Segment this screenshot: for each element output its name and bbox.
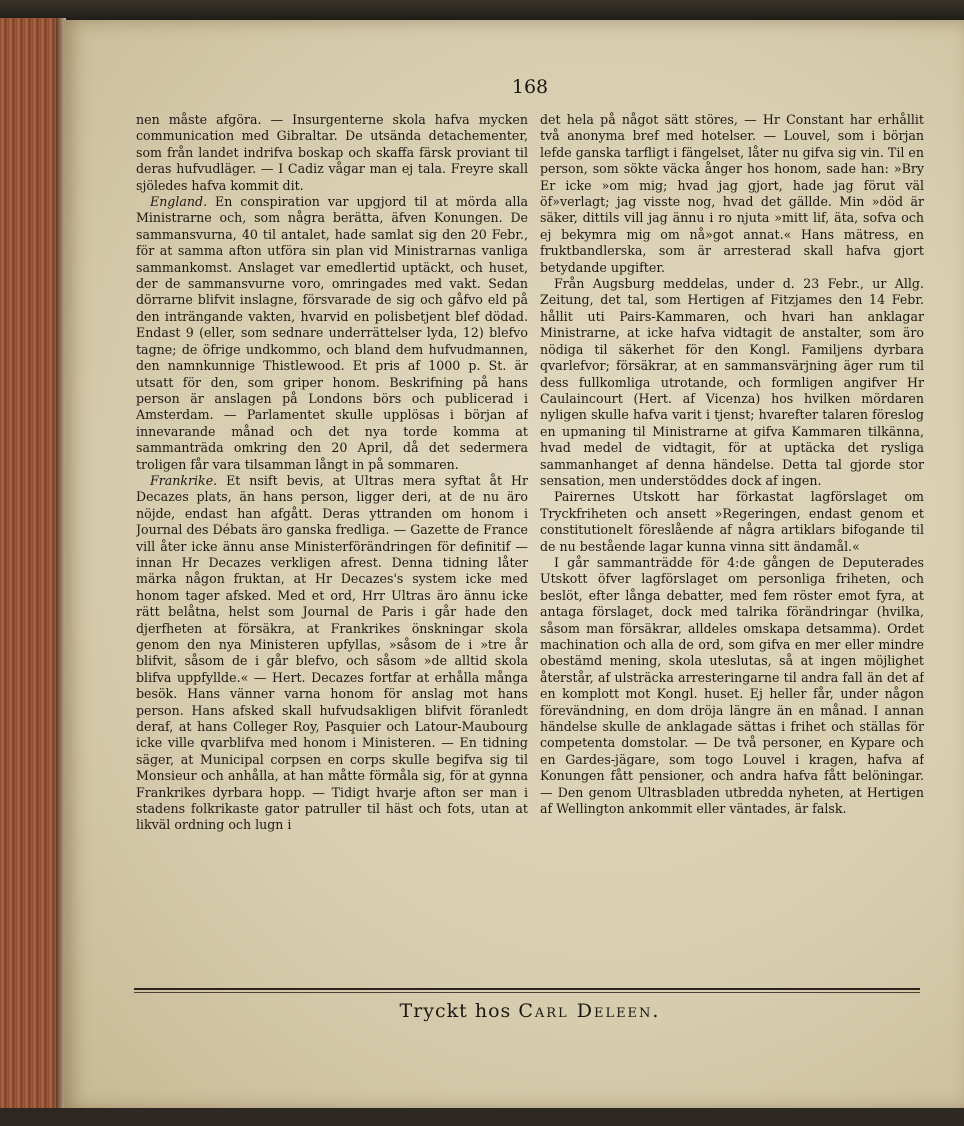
page-number: 168: [511, 76, 549, 98]
section-heading-frankrike: Frankrike.: [150, 472, 218, 488]
paragraph-deputerade: I går sammanträdde för 4:de gången de Deputerades Utskott öfver lagförslaget om personliga friheten, och beslöt, efter långa debatter, med fem röster emot fyra, at antaga förslaget, dock med talrika förändringar (hvilka, såsom man försäkrar, alldeles omskapa detsamma). Ordet machination och alla de ord, som gifva en mer eller mindre obestämd mening, skola uteslutas, så at ingen möjlighet återstår, af ulsträcka arresteringarne til andra fall än det af en komplott mot Kongl. huset. Ej heller får, under någon förevändning, en dom dröja längre än en månad. I annan händelse skulle de anklagade sättas i frihet och ställas för competenta domstolar. — De två personer, en Kypare och en Gardes-jägare, som togo Louvel i kragen, hafva af Konungen fått pensioner, och andra hafva fått belöningar. — Den genom Ultrasbladen utbredda nyheten, at Hertigen af Wellington ankommit eller väntades, är falsk.: [540, 554, 924, 817]
footer-rule: [134, 988, 920, 990]
printer-name: Carl Deleen.: [518, 1000, 661, 1022]
paragraph-louvel: det hela på något sätt störes, — Hr Constant har erhållit två anonyma bref med hotelser. — Louvel, som i början lefde ganska tarfligt i fängelset, låter nu gifva sig vin. Til en person, som sökte väcka ånger hos honom, sade han: »Bry Er icke »om mig; hvad jag gjort, hade jag förut väl öf»verlagt; jag visste nog, hvad det gällde. Min »död är säker, dittils vill jag ännu i ro njuta »mitt lif, äta, sofva och ej bekymra mig om nå»got annat.« Hans mätress, en fruktbandlerska, som är arresterad skall hafva gjort betydande upgifter.: [540, 112, 924, 275]
book-top-edge: [0, 0, 964, 22]
paragraph-pairs-utskott: Pairernes Utskott har förkastat lagförslaget om Tryckfriheten och ansett »Regeringen, endast genom et constitutionelt föreslående af några artiklars bifogande til de nu bestående lagar kunna vinna sitt ändamål.«: [540, 489, 924, 554]
right-column: [540, 112, 924, 972]
paragraph-england: England. En conspiration var upgjord til at mörda alla Ministrarne och, som några berätta, äfven Konungen. De sammansvurna, 40 til antalet, hade samlat sig den 20 Febr., för at samma afton utföra sin plan vid Ministrarnas vanliga sammankomst. Anslaget var emedlertid uptäckt, och huset, der de sammansvurne voro, omringades med vakt. Sedan dörrarne blifvit inslagne, försvarade de sig och gåfvo eld på den inträngande vakten, hvarvid en polisbetjent blef dödad. Endast 9 (eller, som sednare underrättelser lyda, 12) blefvo tagne; de öfrige undkommo, och bland dem hufvudmannen, den namnkunnige Thistlewood. Et pris af 1000 p. St. är utsatt för den, som griper honom. Beskrifning på hans person är anslagen på Londons börs och publicerad i Amsterdam. — Parlamentet skulle upplösas i början af innevarande månad och det nya torde komma at sammanträda omkring den 20 April, då det sedermera troligen får vara tilsamman långt in på sommaren.: [136, 194, 528, 472]
imprint-prefix: Tryckt hos: [399, 1000, 512, 1022]
book-bottom-edge: [0, 1108, 964, 1126]
footer-rule-thin: [134, 992, 920, 993]
paragraph-augsburg: Från Augsburg meddelas, under d. 23 Febr., ur Allg. Zeitung, det tal, som Hertigen af Fitzjames den 14 Febr. hållit uti Pairs-Kammaren, och hvari han anklagar Ministrarne, at icke hafva vidtagit de anstalter, som äro nödiga til säkerhet för den Kongl. Familjens dyrbara qvarlefvor; försäkrar, at en sammansvärjning äger rum til dess fullkomliga utrotande, och formligen angifver Hr Caulaincourt (Hert. af Vicenza) hos hvilken mördaren nyligen skulle hafva varit i tjenst; hvarefter talaren föreslog en upmaning til Ministrarne at gifva Kammaren tilkänna, hvad medel de vidtagit, för at uptäcka det rysliga sammanhanget af denna händelse. Detta tal gjorde stor sensation, men understöddes dock af ingen.: [540, 276, 924, 488]
book-spine: [0, 18, 62, 1108]
paragraph-frankrike: Frankrike. Et nsift bevis, at Ultras mera syftat åt Hr Decazes plats, än hans person, ligger deri, at de nu äro nöjde, endast han afgått. Deras yttranden om honom i Journal des Débats äro ganska fredliga. — Gazette de France vill åter icke ännu anse Ministerförändringen för definitif — innan Hr Decazes verkligen afrest. Denna tidning låter märka någon fruktan, at Hr Decazes's system icke med honom tager afsked. Med et ord, Hrr Ultras äro ännu icke rätt belåtna, helst som Journal de Paris i går hade den djerfheten at försäkra, at Frankrikes önskningar skola genom den nya Ministeren upfyllas, »såsom de i »tre år blifvit, såsom de i går blefvo, och såsom »de alltid skola blifva uppfyllde.« — Hert. Decazes fortfar at erhålla många besök. Hans vänner varna honom för anslag mot hans person. Hans afsked skall hufvudsakligen blifvit föranledt deraf, at hans Colleger Roy, Pasquier och Latour-Maubourg icke ville qvarblifva med honom i Ministeren. — En tidning säger, at Municipal corpsen en corps skulle begifva sig til Monsieur och anhålla, at han måtte förmåla sig, för at gynna Frankrikes dyrbara hopp. — Tidigt hvarje afton ser man i stadens folkrikaste gator patruller til häst och fots, utan at likväl ordning och lugn i: [136, 472, 528, 833]
paragraph-insurgents: nen måste afgöra. — Insurgenterne skola hafva mycken communication med Gibraltar. De utsända detachementer, som från landet indrifva boskap och skaffa färsk proviant til deras hufvudläger. — I Cadiz vågar man ej tala. Freyre skall sjöledes hafva kommit dit.: [136, 112, 528, 193]
left-column: [136, 112, 528, 982]
section-heading-england: England.: [150, 194, 208, 210]
printer-imprint: [300, 1000, 760, 1022]
